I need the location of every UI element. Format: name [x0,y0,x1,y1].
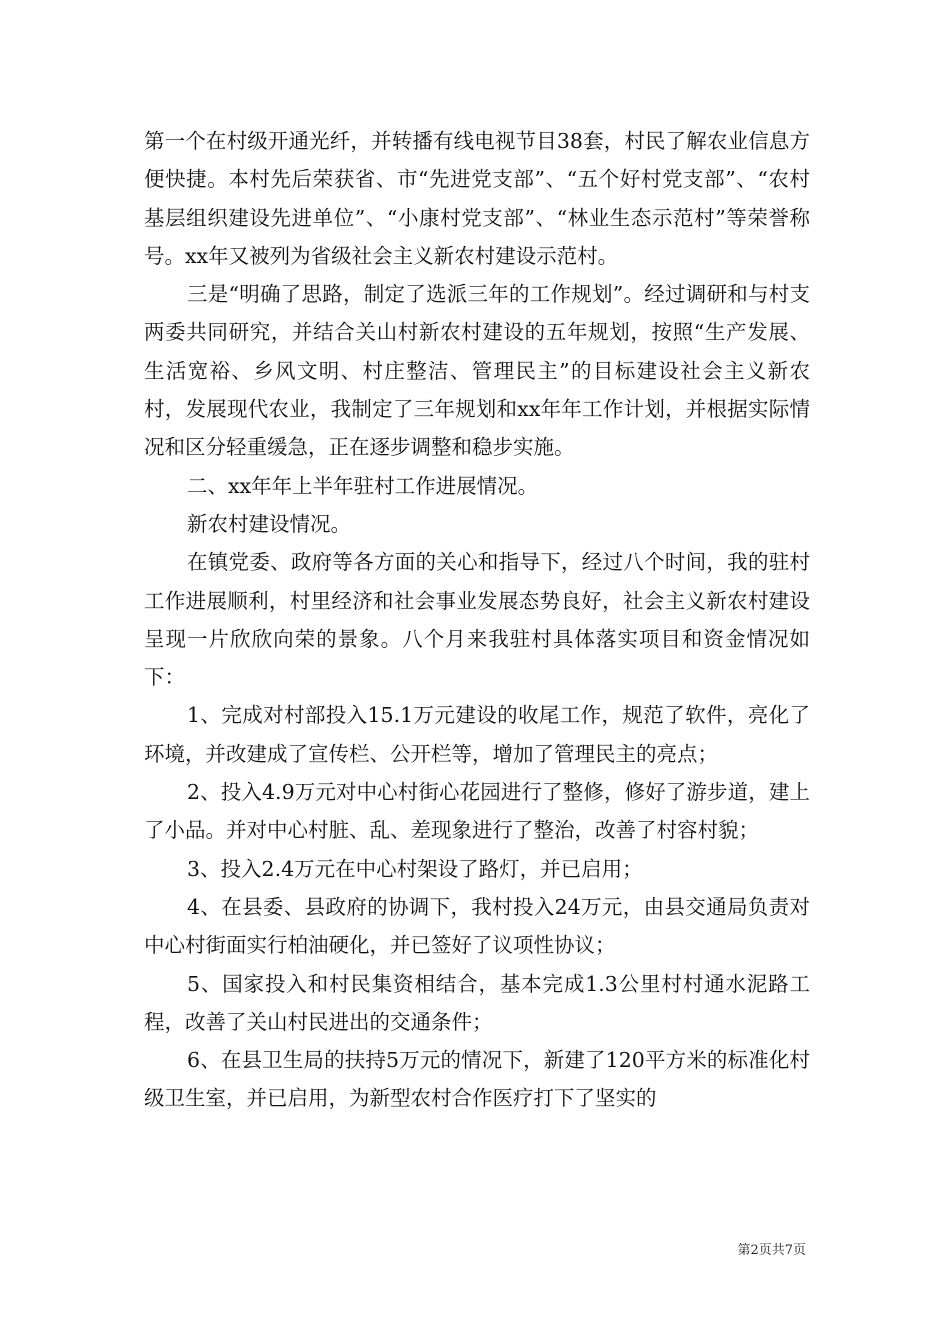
list-item: 3、投入2.4万元在中心村架设了路灯，并已启用； [187,856,643,881]
document-body [144,122,810,1118]
list-item: 2、投入4.9万元对中心村街心花园进行了整修，修好了游步道，建上了小品。并对中心村脏、乱、差现象进行了整治，改善了村容村貌； [144,780,810,843]
paragraph-continuation: 第一个在村级开通光纤，并转播有线电视节目38套，村民了解农业信息方便快捷。本村先后荣获省、市“先进党支部”、“五个好村党支部”、“农村基层组织建设先进单位”、“小康村党支部”、“林业生态示范村”等荣誉称号。xx年又被列为省级社会主义新农村建设示范村。 [144,129,810,268]
subsection-heading: 新农村建设情况。 [187,511,351,536]
paragraph-planning: 三是“明确了思路，制定了选派三年的工作规划”。经过调研和与村支两委共同研究，并结合关山村新农村建设的五年规划，按照“生产发展、生活宽裕、乡风文明、村庄整洁、管理民主”的目标建设社会主义新农村，发展现代农业，我制定了三年规划和xx年年工作计划，并根据实际情况和区分轻重缓急，正在逐步调整和稳步实施。 [144,282,810,460]
list-item: 6、在县卫生局的扶持5万元的情况下，新建了120平方米的标准化村级卫生室，并已启用，为新型农村合作医疗打下了坚实的 [144,1048,810,1111]
list-item: 5、国家投入和村民集资相结合，基本完成1.3公里村村通水泥路工程，改善了关山村民进出的交通条件； [144,971,810,1034]
section-heading: 二、xx年年上半年驻村工作进展情况。 [187,473,539,498]
list-item: 1、完成对村部投入15.1万元建设的收尾工作，规范了软件，亮化了环境，并改建成了宣传栏、公开栏等，增加了管理民主的亮点； [144,703,810,766]
paragraph-overview: 在镇党委、政府等各方面的关心和指导下，经过八个时间，我的驻村工作进展顺利，村里经济和社会事业发展态势良好，社会主义新农村建设呈现一片欣欣向荣的景象。八个月来我驻村具体落实项目和资金情况如下： [144,550,810,690]
list-item: 4、在县委、县政府的协调下，我村投入24万元，由县交通局负责对中心村街面实行柏油硬化，并已签好了议项性协议； [144,894,810,958]
page-number: 第2页共7页 [737,1243,806,1258]
